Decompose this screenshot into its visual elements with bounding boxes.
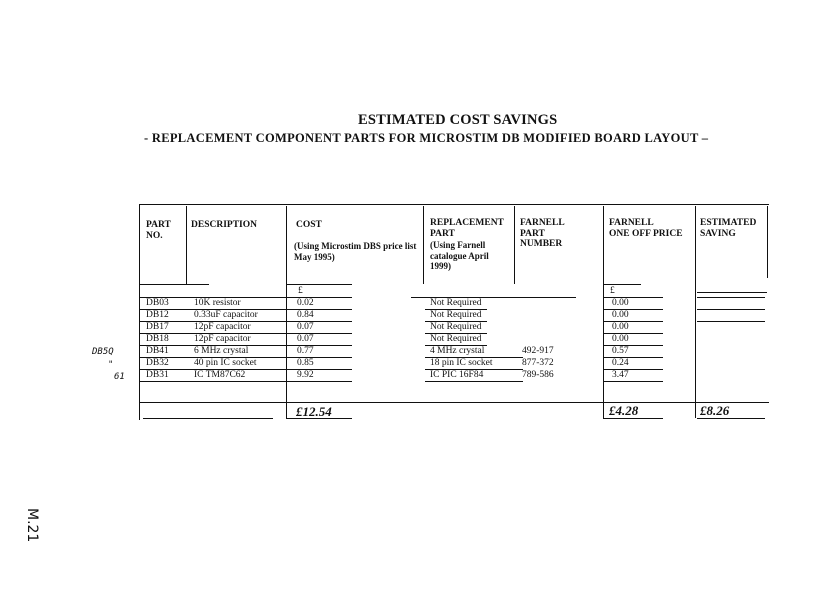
table-row-part: DB18: [146, 334, 169, 344]
table-row-farnell-no: 789-586: [522, 370, 554, 380]
table-row-description: IC TM87C62: [194, 370, 246, 380]
header-cost-note: (Using Microstim DBS price list May 1995): [294, 241, 417, 262]
table-row-part: DB12: [146, 310, 169, 320]
table-row-farnell-price: 3.47: [612, 370, 629, 380]
header-cost: COST: [296, 220, 322, 230]
table-row-cost: 9.92: [297, 370, 314, 380]
total-cost: £12.54: [296, 404, 332, 419]
table-row-farnell-no: 492-917: [522, 346, 554, 356]
table-row-cost: 0.07: [297, 322, 314, 332]
table-row-farnell-no: 877-372: [522, 358, 554, 368]
table-row-replacement: Not Required: [430, 334, 482, 344]
header-farnell-part-number: FARNELL PART NUMBER: [520, 218, 565, 249]
table-row-replacement: Not Required: [430, 310, 482, 320]
table-row-cost: 0.85: [297, 358, 314, 368]
table-row-part: DB03: [146, 298, 169, 308]
handwritten-note: 61: [114, 372, 125, 382]
table-row-description: 12pF capacitor: [194, 334, 251, 344]
table-row-replacement: Not Required: [430, 298, 482, 308]
table-row-replacement: IC PIC 16F84: [430, 370, 484, 380]
total-saving: £8.26: [700, 403, 730, 418]
table-row-farnell-price: 0.00: [612, 298, 629, 308]
handwritten-ditto: ": [108, 360, 114, 370]
header-description: DESCRIPTION: [191, 220, 257, 230]
table-row-description: 0.33uF capacitor: [194, 310, 258, 320]
table-row-description: 12pF capacitor: [194, 322, 251, 332]
header-replacement-note: (Using Farnell catalogue April 1999): [430, 240, 489, 271]
table-row-part: DB31: [146, 370, 169, 380]
table-row-cost: 0.84: [297, 310, 314, 320]
table-row-cost: 0.07: [297, 334, 314, 344]
table-row-description: 6 MHz crystal: [194, 346, 249, 356]
document-title: ESTIMATED COST SAVINGS: [358, 112, 558, 128]
table-row-description: 10K resistor: [194, 298, 241, 308]
currency-farnell: £: [610, 286, 615, 296]
table-row-part: DB41: [146, 346, 169, 356]
table-row-cost: 0.77: [297, 346, 314, 356]
handwritten-note: DB5Q: [92, 347, 114, 357]
currency-cost: £: [298, 286, 303, 296]
table-row-farnell-price: 0.24: [612, 358, 629, 368]
header-farnell-one-off-price: FARNELL ONE OFF PRICE: [609, 218, 683, 239]
document-subtitle: - REPLACEMENT COMPONENT PARTS FOR MICROSTIM DB MODIFIED BOARD LAYOUT –: [144, 131, 709, 145]
header-estimated-saving: ESTIMATED SAVING: [700, 218, 757, 239]
header-part-no: PART NO.: [146, 220, 171, 241]
table-row-part: DB32: [146, 358, 169, 368]
header-replacement-part: REPLACEMENT PART: [430, 218, 504, 239]
margin-page-note: M.21: [24, 508, 40, 543]
table-row-replacement: 18 pin IC socket: [430, 358, 493, 368]
table-row-description: 40 pin IC socket: [194, 358, 257, 368]
table-row-farnell-price: 0.00: [612, 334, 629, 344]
table-row-cost: 0.02: [297, 298, 314, 308]
table-row-part: DB17: [146, 322, 169, 332]
table-row-farnell-price: 0.57: [612, 346, 629, 356]
table-row-replacement: 4 MHz crystal: [430, 346, 485, 356]
table-row-farnell-price: 0.00: [612, 322, 629, 332]
table-row-replacement: Not Required: [430, 322, 482, 332]
table-row-farnell-price: 0.00: [612, 310, 629, 320]
total-farnell: £4.28: [609, 403, 639, 418]
